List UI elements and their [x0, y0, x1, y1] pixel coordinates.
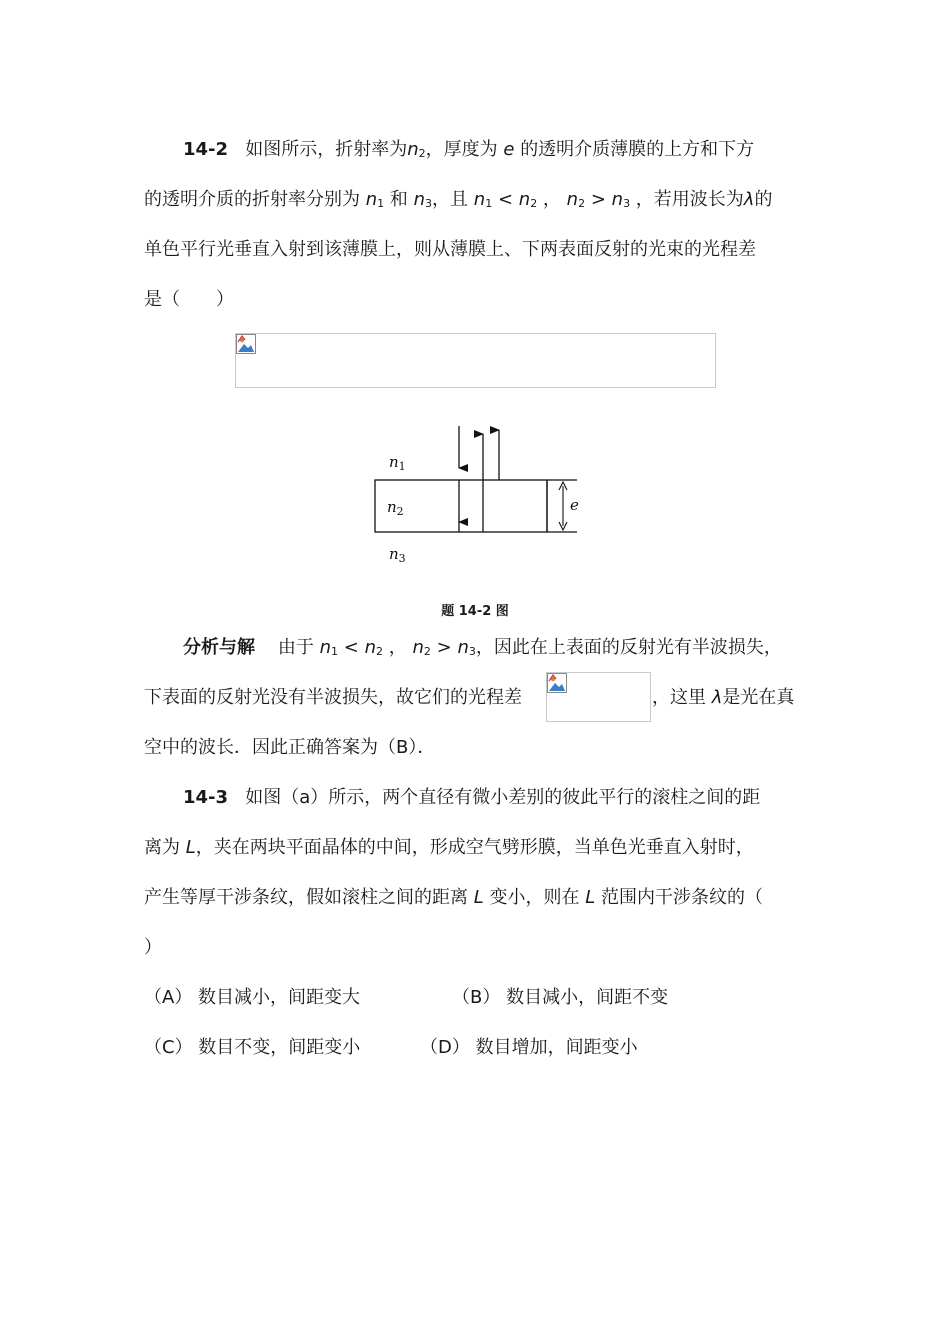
problem-14-3-line-3: 产生等厚干涉条纹，假如滚柱之间的距离 L 变小，则在 L 范围内干涉条纹的（ [144, 887, 763, 908]
option-b: （B） 数目减小，间距不变 [452, 987, 669, 1008]
problem-14-2-line-4: 是（ ） [144, 289, 234, 310]
analysis-line-1: 分析与解 由于 $n_1 < n_2$ ， $n_2 > n_3$，因此在上表面的反射光有半波损失， [183, 637, 782, 658]
broken-image-icon [547, 673, 567, 693]
option-c: （C） 数目不变，间距变小 [144, 1037, 361, 1058]
thin-film-figure [365, 420, 590, 580]
analysis-line-2: 下表面的反射光没有半波损失，故它们的光程差 [144, 687, 522, 708]
problem-14-3-line-4: ） [144, 937, 162, 958]
problem-14-2-line-1: 14-2 如图所示，折射率为$n_2$，厚度为 e 的透明介质薄膜的上方和下方 [183, 139, 755, 160]
label-n1: $n_1$ [389, 453, 406, 473]
analysis-label: 分析与解 [183, 637, 255, 658]
option-a: （A） 数目减小，间距变大 [144, 987, 361, 1008]
figure-caption: 题 14-2 图 [441, 604, 509, 619]
problem-14-2-line-3: 单色平行光垂直入射到该薄膜上，则从薄膜上、下两表面反射的光束的光程差 [144, 239, 756, 260]
label-n2: $n_2$ [387, 498, 404, 518]
problem-14-3-line-1: 14-3 如图（a）所示，两个直径有微小差别的彼此平行的滚柱之间的距 [183, 787, 761, 808]
broken-image-icon [236, 334, 256, 354]
problem-14-3-line-2: 离为 L，夹在两块平面晶体的中间，形成空气劈形膜，当单色光垂直入射时， [144, 837, 754, 858]
broken-image-placeholder [235, 333, 716, 388]
analysis-line-3: 空中的波长．因此正确答案为（B）． [144, 737, 436, 758]
option-d: （D） 数目增加，间距变小 [420, 1037, 638, 1058]
label-e: e [570, 496, 579, 514]
problem-label: 14-2 [183, 139, 229, 160]
formula-image-placeholder [546, 672, 651, 722]
label-n3: $n_3$ [389, 545, 406, 565]
problem-14-2-line-2: 的透明介质的折射率分别为 $n_1$ 和 $n_3$，且 $n_1 < n_2$ ， $n_2 > n_3$ ，若用波长为λ的 [144, 189, 773, 210]
problem-label: 14-3 [183, 787, 229, 808]
analysis-line-2-tail: ，这里 λ是光在真 [652, 687, 795, 708]
